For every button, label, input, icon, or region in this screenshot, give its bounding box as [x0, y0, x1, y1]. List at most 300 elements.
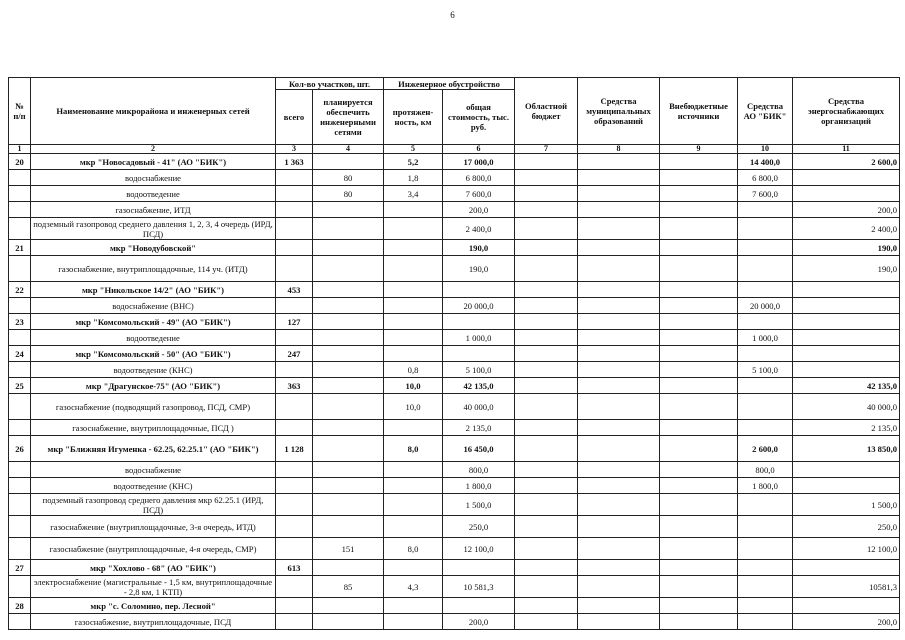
row-name: водоотведение	[31, 186, 276, 202]
col-header-cost: общая стоимость, тыс. руб.	[443, 90, 515, 145]
energy-funds: 10581,3	[793, 576, 900, 598]
total-cost: 200,0	[443, 202, 515, 218]
extrabudget-funds	[660, 330, 738, 346]
energy-funds: 2 135,0	[793, 420, 900, 436]
municipal-funds	[578, 394, 660, 420]
bik-funds	[738, 614, 793, 630]
extrabudget-funds	[660, 462, 738, 478]
row-number	[9, 362, 31, 378]
col-header-bik: Средства АО "БИК"	[738, 78, 793, 145]
table-row	[9, 186, 900, 202]
total-cost: 6 800,0	[443, 170, 515, 186]
row-name: подземный газопровод среднего давления 1, 2, 3, 4 очередь (ИРД, ПСД)	[31, 218, 276, 240]
row-name: подземный газопровод среднего давления мкр 62.25.1 (ИРД, ПСД)	[31, 494, 276, 516]
row-name: газоснабжение, ИТД	[31, 202, 276, 218]
row-number: 27	[9, 560, 31, 576]
extrabudget-funds	[660, 598, 738, 614]
energy-funds	[793, 298, 900, 314]
total-cost: 1 000,0	[443, 330, 515, 346]
extrabudget-funds	[660, 516, 738, 538]
table-row	[9, 170, 900, 186]
row-number	[9, 202, 31, 218]
bik-funds: 1 000,0	[738, 330, 793, 346]
energy-funds: 200,0	[793, 614, 900, 630]
total-sites: 1 128	[276, 436, 313, 462]
total-sites: 453	[276, 282, 313, 298]
municipal-funds	[578, 478, 660, 494]
length-km	[384, 202, 443, 218]
planned-sites	[313, 298, 384, 314]
regional-budget	[515, 170, 578, 186]
bik-funds	[738, 494, 793, 516]
total-cost: 2 135,0	[443, 420, 515, 436]
extrabudget-funds	[660, 478, 738, 494]
total-cost: 190,0	[443, 256, 515, 282]
regional-budget	[515, 154, 578, 170]
table-row	[9, 598, 900, 614]
total-sites: 613	[276, 560, 313, 576]
col-header-total: всего	[276, 90, 313, 145]
extrabudget-funds	[660, 362, 738, 378]
extrabudget-funds	[660, 186, 738, 202]
extrabudget-funds	[660, 218, 738, 240]
infrastructure-table	[8, 77, 900, 630]
table-row	[9, 538, 900, 560]
energy-funds: 190,0	[793, 240, 900, 256]
col-header-municipal: Средства муниципальных образований	[578, 78, 660, 145]
total-cost: 190,0	[443, 240, 515, 256]
regional-budget	[515, 394, 578, 420]
bik-funds: 7 600,0	[738, 186, 793, 202]
regional-budget	[515, 330, 578, 346]
column-number: 11	[793, 145, 900, 154]
col-group-sites: Кол-во участков, шт.	[276, 78, 384, 90]
total-sites	[276, 516, 313, 538]
extrabudget-funds	[660, 154, 738, 170]
page-number: 6	[450, 10, 455, 20]
col-header-name: Наименование микрорайона и инженерных сетей	[31, 78, 276, 145]
planned-sites	[313, 154, 384, 170]
extrabudget-funds	[660, 436, 738, 462]
total-sites	[276, 494, 313, 516]
regional-budget	[515, 298, 578, 314]
table-row	[9, 516, 900, 538]
municipal-funds	[578, 282, 660, 298]
regional-budget	[515, 420, 578, 436]
municipal-funds	[578, 362, 660, 378]
total-sites: 127	[276, 314, 313, 330]
planned-sites	[313, 436, 384, 462]
regional-budget	[515, 282, 578, 298]
energy-funds: 42 135,0	[793, 378, 900, 394]
length-km	[384, 218, 443, 240]
length-km	[384, 516, 443, 538]
column-number: 1	[9, 145, 31, 154]
length-km: 10,0	[384, 378, 443, 394]
regional-budget	[515, 576, 578, 598]
length-km	[384, 478, 443, 494]
total-sites	[276, 240, 313, 256]
row-number	[9, 256, 31, 282]
bik-funds	[738, 256, 793, 282]
col-header-energy: Средства энергоснабжающих организаций	[793, 78, 900, 145]
regional-budget	[515, 362, 578, 378]
municipal-funds	[578, 298, 660, 314]
energy-funds	[793, 330, 900, 346]
row-name: газоснабжение, внутриплощадочные, ПСД )	[31, 420, 276, 436]
energy-funds	[793, 282, 900, 298]
planned-sites	[313, 240, 384, 256]
energy-funds	[793, 362, 900, 378]
planned-sites: 80	[313, 186, 384, 202]
row-number: 25	[9, 378, 31, 394]
total-sites	[276, 186, 313, 202]
total-cost	[443, 560, 515, 576]
planned-sites	[313, 516, 384, 538]
energy-funds	[793, 346, 900, 362]
table-row	[9, 256, 900, 282]
row-name: газоснабжение, внутриплощадочные, 114 уч. (ИТД)	[31, 256, 276, 282]
column-number: 5	[384, 145, 443, 154]
row-number: 22	[9, 282, 31, 298]
municipal-funds	[578, 614, 660, 630]
row-number	[9, 516, 31, 538]
energy-funds: 1 500,0	[793, 494, 900, 516]
length-km: 0,8	[384, 362, 443, 378]
planned-sites	[313, 420, 384, 436]
bik-funds	[738, 516, 793, 538]
municipal-funds	[578, 218, 660, 240]
table-row	[9, 560, 900, 576]
row-name: мкр "Ближняя Игуменка - 62.25, 62.25.1" (АО "БИК")	[31, 436, 276, 462]
municipal-funds	[578, 240, 660, 256]
municipal-funds	[578, 256, 660, 282]
regional-budget	[515, 436, 578, 462]
total-cost	[443, 314, 515, 330]
length-km: 3,4	[384, 186, 443, 202]
energy-funds: 40 000,0	[793, 394, 900, 420]
length-km	[384, 598, 443, 614]
total-sites	[276, 538, 313, 560]
bik-funds	[738, 378, 793, 394]
length-km	[384, 298, 443, 314]
row-name: водоснабжение (ВНС)	[31, 298, 276, 314]
column-number: 6	[443, 145, 515, 154]
row-number	[9, 494, 31, 516]
total-sites	[276, 598, 313, 614]
regional-budget	[515, 346, 578, 362]
energy-funds	[793, 314, 900, 330]
total-sites	[276, 256, 313, 282]
row-name: газоснабжение (подводящий газопровод, ПСД, СМР)	[31, 394, 276, 420]
regional-budget	[515, 186, 578, 202]
bik-funds	[738, 598, 793, 614]
energy-funds	[793, 170, 900, 186]
planned-sites	[313, 256, 384, 282]
row-name: газоснабжение, внутриплощадочные, ПСД	[31, 614, 276, 630]
regional-budget	[515, 494, 578, 516]
extrabudget-funds	[660, 614, 738, 630]
extrabudget-funds	[660, 314, 738, 330]
table-body	[9, 154, 900, 630]
row-number: 21	[9, 240, 31, 256]
municipal-funds	[578, 462, 660, 478]
total-cost: 17 000,0	[443, 154, 515, 170]
row-number	[9, 576, 31, 598]
table-row	[9, 346, 900, 362]
planned-sites	[313, 362, 384, 378]
extrabudget-funds	[660, 240, 738, 256]
total-cost: 800,0	[443, 462, 515, 478]
row-number	[9, 218, 31, 240]
total-sites	[276, 478, 313, 494]
row-name: водоотведение (КНС)	[31, 362, 276, 378]
length-km	[384, 462, 443, 478]
bik-funds	[738, 314, 793, 330]
extrabudget-funds	[660, 420, 738, 436]
regional-budget	[515, 538, 578, 560]
total-sites	[276, 462, 313, 478]
table-row	[9, 420, 900, 436]
row-number	[9, 538, 31, 560]
row-number	[9, 298, 31, 314]
total-cost: 7 600,0	[443, 186, 515, 202]
total-cost: 200,0	[443, 614, 515, 630]
planned-sites	[313, 330, 384, 346]
bik-funds: 2 600,0	[738, 436, 793, 462]
column-number: 4	[313, 145, 384, 154]
total-cost	[443, 598, 515, 614]
planned-sites	[313, 346, 384, 362]
row-name: мкр "Комсомольский - 49" (АО "БИК")	[31, 314, 276, 330]
total-sites	[276, 420, 313, 436]
col-header-planned: планируется обеспечить инженерными сетями	[313, 90, 384, 145]
municipal-funds	[578, 186, 660, 202]
total-cost: 1 800,0	[443, 478, 515, 494]
extrabudget-funds	[660, 282, 738, 298]
regional-budget	[515, 614, 578, 630]
col-header-row-num: № п/п	[9, 78, 31, 145]
bik-funds	[738, 420, 793, 436]
row-number	[9, 170, 31, 186]
row-name: электроснабжение (магистральные - 1,5 км, внутриплощадочные - 2,8 км, 1 КТП)	[31, 576, 276, 598]
row-number: 24	[9, 346, 31, 362]
regional-budget	[515, 202, 578, 218]
row-name: водоснабжение	[31, 170, 276, 186]
total-sites	[276, 298, 313, 314]
column-number: 10	[738, 145, 793, 154]
total-sites: 247	[276, 346, 313, 362]
planned-sites	[313, 394, 384, 420]
bik-funds: 1 800,0	[738, 478, 793, 494]
col-header-extrabudget: Внебюджетные источники	[660, 78, 738, 145]
row-name: водоснабжение	[31, 462, 276, 478]
bik-funds: 5 100,0	[738, 362, 793, 378]
total-cost: 2 400,0	[443, 218, 515, 240]
length-km: 5,2	[384, 154, 443, 170]
regional-budget	[515, 240, 578, 256]
regional-budget	[515, 256, 578, 282]
length-km: 8,0	[384, 538, 443, 560]
total-cost: 12 100,0	[443, 538, 515, 560]
municipal-funds	[578, 538, 660, 560]
bik-funds: 14 400,0	[738, 154, 793, 170]
extrabudget-funds	[660, 378, 738, 394]
table-row	[9, 282, 900, 298]
energy-funds	[793, 560, 900, 576]
row-name: водоотведение (КНС)	[31, 478, 276, 494]
municipal-funds	[578, 516, 660, 538]
municipal-funds	[578, 314, 660, 330]
column-number: 3	[276, 145, 313, 154]
row-number	[9, 330, 31, 346]
table-row	[9, 576, 900, 598]
planned-sites	[313, 218, 384, 240]
length-km	[384, 330, 443, 346]
regional-budget	[515, 378, 578, 394]
municipal-funds	[578, 378, 660, 394]
row-name: газоснабжение (внутриплощадочные, 4-я очередь, СМР)	[31, 538, 276, 560]
total-sites	[276, 576, 313, 598]
col-header-length: протяжен-ность, км	[384, 90, 443, 145]
row-number	[9, 614, 31, 630]
row-number	[9, 420, 31, 436]
extrabudget-funds	[660, 202, 738, 218]
energy-funds: 200,0	[793, 202, 900, 218]
regional-budget	[515, 516, 578, 538]
extrabudget-funds	[660, 346, 738, 362]
table-row	[9, 494, 900, 516]
municipal-funds	[578, 330, 660, 346]
bik-funds	[738, 346, 793, 362]
length-km	[384, 560, 443, 576]
column-number: 9	[660, 145, 738, 154]
bik-funds	[738, 538, 793, 560]
regional-budget	[515, 314, 578, 330]
municipal-funds	[578, 436, 660, 462]
total-sites	[276, 218, 313, 240]
regional-budget	[515, 462, 578, 478]
energy-funds: 2 400,0	[793, 218, 900, 240]
total-sites	[276, 330, 313, 346]
bik-funds	[738, 202, 793, 218]
municipal-funds	[578, 346, 660, 362]
energy-funds	[793, 478, 900, 494]
total-cost: 16 450,0	[443, 436, 515, 462]
energy-funds: 190,0	[793, 256, 900, 282]
row-number	[9, 394, 31, 420]
energy-funds: 12 100,0	[793, 538, 900, 560]
row-name: мкр "Хохлово - 68" (АО "БИК")	[31, 560, 276, 576]
length-km: 4,3	[384, 576, 443, 598]
municipal-funds	[578, 420, 660, 436]
length-km	[384, 256, 443, 282]
total-sites	[276, 362, 313, 378]
bik-funds	[738, 560, 793, 576]
planned-sites	[313, 462, 384, 478]
table-row	[9, 202, 900, 218]
planned-sites	[313, 560, 384, 576]
table-row	[9, 462, 900, 478]
planned-sites	[313, 478, 384, 494]
col-group-engineering: Инженерное обустройство	[384, 78, 515, 90]
table-row	[9, 218, 900, 240]
extrabudget-funds	[660, 560, 738, 576]
planned-sites	[313, 314, 384, 330]
municipal-funds	[578, 202, 660, 218]
row-name: мкр "Никольское 14/2" (АО "БИК")	[31, 282, 276, 298]
energy-funds	[793, 598, 900, 614]
extrabudget-funds	[660, 394, 738, 420]
planned-sites: 151	[313, 538, 384, 560]
column-number-row	[9, 145, 900, 154]
total-cost	[443, 282, 515, 298]
row-number	[9, 462, 31, 478]
length-km: 1,8	[384, 170, 443, 186]
column-number: 2	[31, 145, 276, 154]
row-number	[9, 186, 31, 202]
municipal-funds	[578, 494, 660, 516]
bik-funds: 800,0	[738, 462, 793, 478]
municipal-funds	[578, 576, 660, 598]
extrabudget-funds	[660, 494, 738, 516]
planned-sites	[313, 598, 384, 614]
municipal-funds	[578, 598, 660, 614]
energy-funds: 13 850,0	[793, 436, 900, 462]
planned-sites	[313, 282, 384, 298]
length-km	[384, 494, 443, 516]
total-sites	[276, 170, 313, 186]
bik-funds	[738, 394, 793, 420]
row-number: 28	[9, 598, 31, 614]
table-row	[9, 362, 900, 378]
table-row	[9, 314, 900, 330]
planned-sites: 85	[313, 576, 384, 598]
bik-funds	[738, 218, 793, 240]
municipal-funds	[578, 154, 660, 170]
row-name: мкр "Комсомольский - 50" (АО "БИК")	[31, 346, 276, 362]
table-row	[9, 436, 900, 462]
row-number: 20	[9, 154, 31, 170]
total-cost: 20 000,0	[443, 298, 515, 314]
row-name: водоотведение	[31, 330, 276, 346]
total-sites	[276, 202, 313, 218]
row-name: мкр "Новодубовской"	[31, 240, 276, 256]
total-cost: 42 135,0	[443, 378, 515, 394]
table-row	[9, 240, 900, 256]
extrabudget-funds	[660, 298, 738, 314]
row-name: мкр "Драгунское-75" (АО "БИК")	[31, 378, 276, 394]
column-number: 7	[515, 145, 578, 154]
length-km	[384, 314, 443, 330]
col-header-regional: Областной бюджет	[515, 78, 578, 145]
total-sites	[276, 614, 313, 630]
table-row	[9, 394, 900, 420]
bik-funds: 20 000,0	[738, 298, 793, 314]
length-km: 10,0	[384, 394, 443, 420]
length-km	[384, 346, 443, 362]
total-sites	[276, 394, 313, 420]
table-row	[9, 330, 900, 346]
total-cost: 5 100,0	[443, 362, 515, 378]
energy-funds: 2 600,0	[793, 154, 900, 170]
length-km: 8,0	[384, 436, 443, 462]
total-sites: 363	[276, 378, 313, 394]
table-row	[9, 614, 900, 630]
bik-funds	[738, 240, 793, 256]
length-km	[384, 282, 443, 298]
bik-funds: 6 800,0	[738, 170, 793, 186]
